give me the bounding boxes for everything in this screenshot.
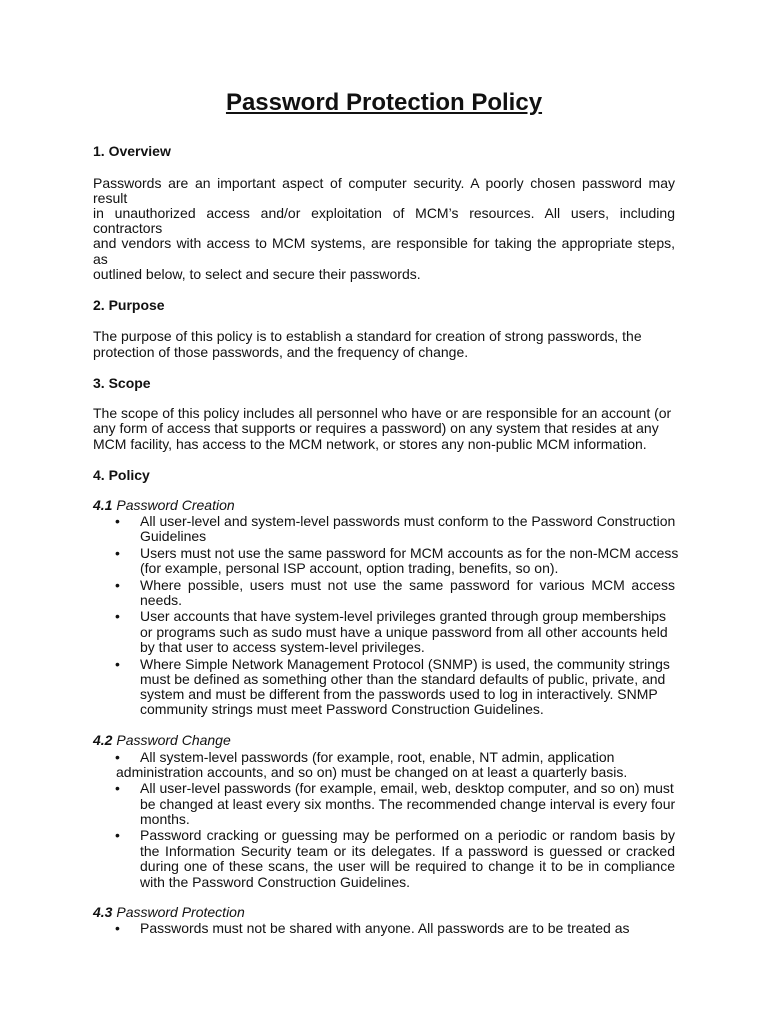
list-item-line: Password cracking or guessing may be performed on a periodic or random basis by	[140, 827, 675, 843]
paragraph-line: Passwords are an important aspect of computer security. A poorly chosen password may	[93, 175, 675, 191]
paragraph-line: The scope of this policy includes all personnel who have or are responsible for an account (or	[93, 405, 672, 421]
list-item-line: Where Simple Network Management Protocol (SNMP) is used, the community strings	[140, 656, 670, 672]
bullet-icon: •	[115, 577, 120, 593]
list-item-line: system and must be different from the passwords used to log in interactively. SNMP	[140, 686, 658, 702]
list-item-line: with the Password Construction Guidelines.	[140, 874, 411, 890]
paragraph-line: contractors	[93, 220, 163, 236]
bullet-icon: •	[115, 749, 120, 765]
bullet-icon: •	[115, 608, 120, 624]
list-item-line: the Information Security team or its delegates. If a password is guessed or cracked	[140, 843, 675, 859]
document-title: Password Protection Policy	[225, 89, 543, 116]
list-item-line: Passwords must not be shared with anyone. All passwords are to be treated as	[140, 920, 630, 936]
list-item-line: Guidelines	[140, 528, 207, 544]
list-item-line: All user-level and system-level passwords must conform to the Password Construction	[140, 513, 676, 529]
section-heading-overview: 1. Overview	[93, 143, 171, 159]
paragraph-line: any form of access that supports or requires a password) on any system that resides at any	[93, 420, 659, 436]
bullet-icon: •	[115, 513, 120, 529]
list-item-line: needs.	[140, 592, 183, 608]
section-heading-scope: 3. Scope	[93, 375, 151, 391]
list-item-line: User accounts that have system-level privileges granted through group memberships	[140, 608, 667, 624]
list-item-line: All system-level passwords (for example, root, enable, NT admin, application	[140, 749, 615, 765]
paragraph-line: protection of those passwords, and the frequency of change.	[93, 344, 469, 360]
paragraph-line: and vendors with access to MCM systems, are responsible for taking the appropriate steps,	[93, 235, 675, 251]
subsection-heading-creation	[93, 497, 675, 513]
subsection-heading-protection	[93, 904, 675, 920]
section-heading-policy: 4. Policy	[93, 467, 150, 483]
list-item-line: Where possible, users must not use the same password for various MCM access	[140, 577, 675, 593]
paragraph-line: in unauthorized access and/or exploitation of MCM’s resources. All users, including	[93, 205, 675, 221]
subsection-title: Password Protection	[116, 904, 245, 920]
paragraph-line: The purpose of this policy is to establish a standard for creation of strong passwords, the	[93, 328, 642, 344]
bullet-icon: •	[115, 920, 120, 936]
list-item-line: during one of these scans, the user will be required to change it to be in compliance	[140, 858, 675, 874]
list-item-line: must be defined as something other than the standard defaults of public, private, and	[140, 671, 666, 687]
subsection-title: Password Creation	[116, 497, 235, 513]
bullet-icon: •	[115, 780, 120, 796]
list-item-line: or programs such as sudo must have a unique password from all other accounts held	[140, 624, 668, 640]
paragraph-line: outlined below, to select and secure their passwords.	[93, 266, 421, 282]
bullet-icon: •	[115, 827, 120, 843]
paragraph-line: result	[93, 190, 128, 206]
paragraph-line: MCM facility, has access to the MCM network, or stores any non-public MCM information.	[93, 436, 647, 452]
list-item-line: community strings must meet Password Construction Guidelines.	[140, 701, 544, 717]
subsection-number: 4.3	[93, 904, 113, 920]
subsection-title: Password Change	[116, 732, 231, 748]
bullet-icon: •	[115, 545, 120, 561]
list-item-line: Users must not use the same password for MCM accounts as for the non-MCM access	[140, 545, 679, 561]
list-item-line: by that user to access system-level privileges.	[140, 639, 425, 655]
subsection-number: 4.1	[93, 497, 113, 513]
list-item-line: months.	[140, 811, 190, 827]
paragraph-line: as	[93, 251, 108, 267]
subsection-heading-change	[93, 732, 675, 748]
list-item-line: administration accounts, and so on) must be changed on at least a quarterly basis.	[116, 764, 628, 780]
list-item-line: be changed at least every six months. The recommended change interval is every four	[140, 796, 676, 812]
bullet-icon: •	[115, 656, 120, 672]
list-item-line: All user-level passwords (for example, email, web, desktop computer, and so on) must	[140, 780, 674, 796]
list-item-line: (for example, personal ISP account, option trading, benefits, so on).	[140, 560, 559, 576]
section-heading-purpose: 2. Purpose	[93, 297, 165, 313]
subsection-number: 4.2	[93, 732, 113, 748]
